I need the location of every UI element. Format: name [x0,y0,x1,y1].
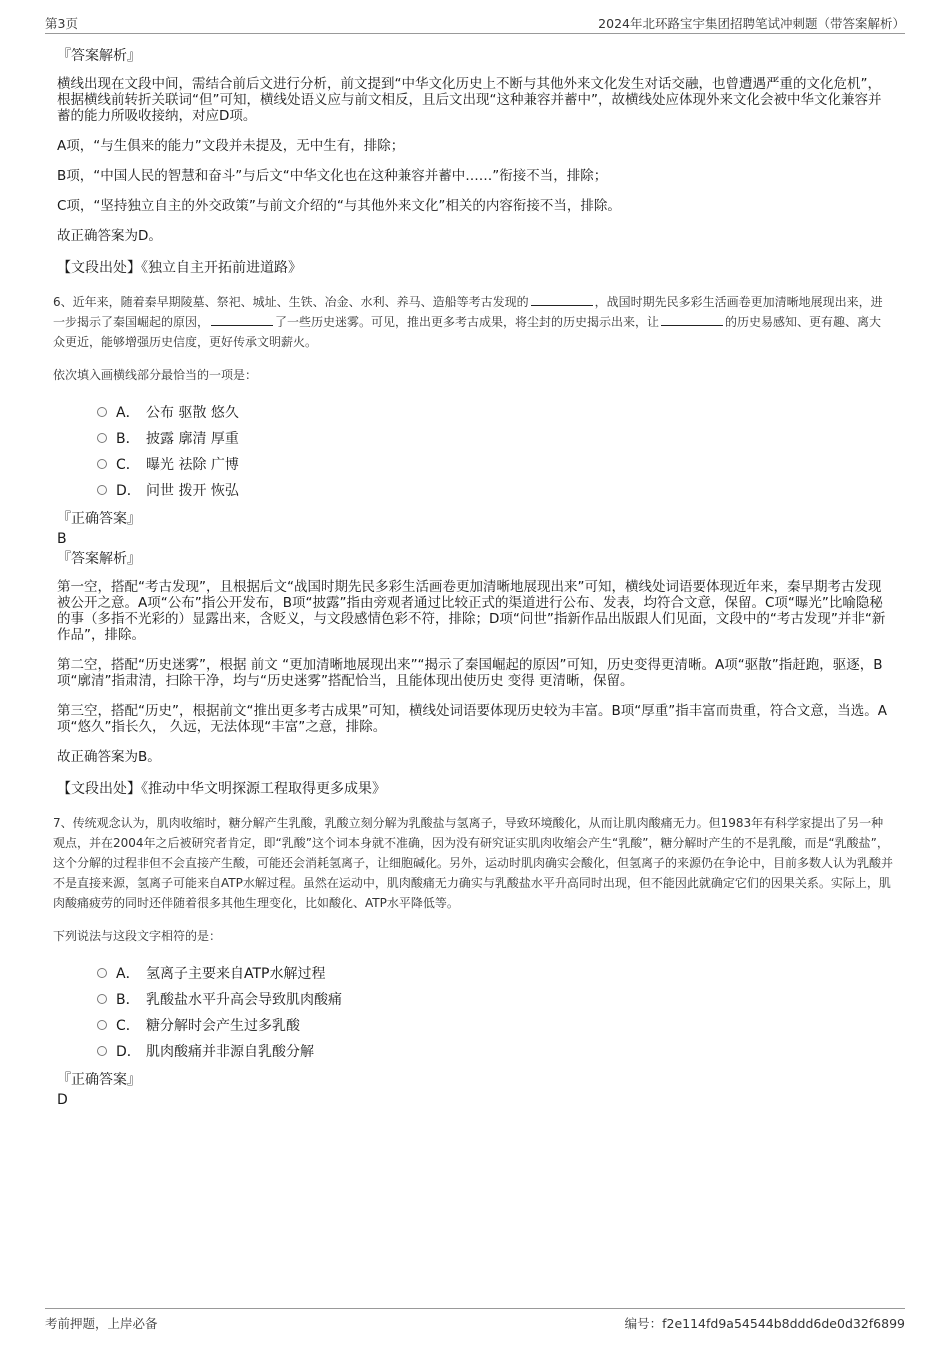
radio-icon[interactable] [97,459,107,469]
option-a[interactable] [97,399,893,425]
question-6-prompt: 依次填入画横线部分最恰当的一项是： [53,368,258,382]
radio-icon[interactable] [97,1046,107,1056]
radio-icon[interactable] [97,994,107,1004]
analysis-paragraph: C项，“坚持独立自主的外交政策”与前文介绍的“与其他外来文化”相关的内容衔接不当，排除。 [57,198,621,214]
option-key: B． [116,431,140,447]
question-6-options [97,399,893,503]
header-divider [45,33,905,34]
blank-1 [531,293,593,306]
option-text: 肌肉酸痛并非源自乳酸分解 [146,1044,314,1060]
blank-3 [661,313,723,326]
option-key: D． [116,483,141,499]
question-text-part: 了一些历史迷雾。可见，推出更多考古成果，将尘封的历史揭示出来，让 [275,315,660,329]
option-b[interactable] [97,986,893,1012]
option-key: A． [116,966,140,982]
question-7-prompt: 下列说法与这段文字相符的是： [53,929,222,943]
radio-icon[interactable] [97,968,107,978]
question-text-part: 6、近年来，随着秦早期陵墓、祭祀、城址、生铁、冶金、水利、养马、造船等考古发现的 [53,295,529,309]
footer-divider [45,1308,905,1309]
analysis-paragraph: 横线出现在文段中间，需结合前后文进行分析，前文提到“中华文化历史上不断与其他外来文化发生对话交融，也曾遭遇严重的文化危机”，根据横线前转折关联词“但”可知，横线处语义应与前文相反，且后文出现“这种兼容并蓄中”，故横线处应体现外来文化会被中华文化兼容并蓄的能力所吸收接纳，对应D项。 [57,76,882,124]
source-citation: 【文段出处】《推动中华文明探源工程取得更多成果》 [57,781,386,797]
document-body [53,46,894,1110]
analysis-paragraph: 故正确答案为D。 [57,228,162,244]
option-text: 乳酸盐水平升高会导致肌肉酸痛 [146,992,342,1008]
option-key: C． [116,457,140,473]
page-number: 第3页 [45,16,78,31]
blank-2 [211,313,273,326]
correct-answer-label: 『正确答案』 [57,1072,141,1088]
analysis-label: 『答案解析』 [57,551,141,567]
option-key: D． [116,1044,141,1060]
correct-answer: D [57,1092,68,1108]
document-title: 2024年北环路宝宇集团招聘笔试冲刺题（带答案解析） [598,16,905,31]
analysis-paragraph: 第二空，搭配“历史迷雾”，根据 前文 “更加清晰地展现出来”“揭示了秦国崛起的原因”可知，历史变得更清晰。A项“驱散”指赶跑，驱逐，B项“廓清”指肃清，扫除干净，均与“历史迷雾”搭配恰当，且能体现出使历史 变得 更清晰，保留。 [57,657,883,689]
option-key: B． [116,992,140,1008]
correct-answer: B [57,531,67,547]
analysis-paragraph: B项，“中国人民的智慧和奋斗”与后文“中华文化也在这种兼容并蓄中……”衔接不当，排除； [57,168,608,184]
option-text: 氢离子主要来自ATP水解过程 [146,966,326,982]
option-b[interactable] [97,425,893,451]
option-text: 曝光 祛除 广博 [146,457,239,473]
option-c[interactable] [97,451,893,477]
analysis-paragraph: 第三空，搭配“历史”，根据前文“推出更多考古成果”可知，横线处词语要体现历史较为丰富。B项“厚重”指丰富而贵重，符合文意，当选。A项“悠久”指长久， 久远，无法体现“丰富”之意，排除。 [57,703,887,735]
analysis-label: 『答案解析』 [57,48,141,64]
question-text-part: 的历史易感知、更有趣、离大众更近，能够增强历史信度，更好传承文明薪火。 [53,315,882,349]
option-d[interactable] [97,1038,893,1064]
option-text: 披露 廓清 厚重 [146,431,239,447]
option-c[interactable] [97,1012,893,1038]
option-text: 糖分解时会产生过多乳酸 [146,1018,300,1034]
source-citation: 【文段出处】《独立自主开拓前进道路》 [57,260,302,276]
question-7-options [97,960,893,1064]
option-text: 公布 驱散 悠久 [146,405,239,421]
analysis-paragraph: 第一空，搭配“考古发现”，且根据后文“战国时期先民多彩生活画卷更加清晰地展现出来”可知，横线处词语要体现近年来，秦早期考古发现被公开之意。A项“公布”指公开发布，B项“披露”指由旁观者通过比较正式的渠道进行公布、发表，均符合文意，保留。C项“曝光”比喻隐秘的事（多指不光彩的）显露出来，含贬义，与文段感情色彩不符，排除；D项“问世”指新作品出版跟人们见面，文段中的“考古发现”并非“新作品”，排除。 [57,579,886,643]
correct-answer-label: 『正确答案』 [57,511,141,527]
question-6-text [53,292,893,352]
radio-icon[interactable] [97,485,107,495]
analysis-paragraph: A项，“与生俱来的能力”文段并未提及，无中生有，排除； [57,138,405,154]
option-key: C． [116,1018,140,1034]
option-d[interactable] [97,477,893,503]
document-id: 编号：f2e114fd9a54544b8ddd6de0d32f6899 [624,1316,905,1331]
footer-slogan: 考前押题，上岸必备 [45,1316,158,1331]
option-a[interactable] [97,960,893,986]
analysis-paragraph: 故正确答案为B。 [57,749,161,765]
radio-icon[interactable] [97,433,107,443]
radio-icon[interactable] [97,1020,107,1030]
option-text: 问世 拨开 恢弘 [146,483,239,499]
question-text-part: ，战国时期先民多彩生活画卷更加清晰地展现出来，进一步揭示了秦国崛起的原因， [53,295,883,329]
radio-icon[interactable] [97,407,107,417]
option-key: A． [116,405,140,421]
question-7-text: 7、传统观念认为，肌肉收缩时，糖分解产生乳酸，乳酸立刻分解为乳酸盐与氢离子，导致环境酸化，从而让肌肉酸痛无力。但1983年有科学家提出了另一种观点，并在2004年之后被研究者肯定，即“乳酸”这个词本身就不准确，因为没有研究证实肌肉收缩会产生“乳酸”，糖分解时产生的不是乳酸，而是“乳酸盐”，这个分解的过程非但不会直接产生酸，可能还会消耗氢离子，让细胞碱化。另外，运动时肌肉确实会酸化，但氢离子的来源仍在争论中，目前多数人认为乳酸并不是直接来源，氢离子可能来自ATP水解过程。虽然在运动中，肌肉酸痛无力确实与乳酸盐水平升高同时出现，但不能因此就确定它们的因果关系。实际上，肌肉酸痛疲劳的同时还伴随着很多其他生理变化，比如酸化、ATP水平降低等。 [53,816,894,910]
